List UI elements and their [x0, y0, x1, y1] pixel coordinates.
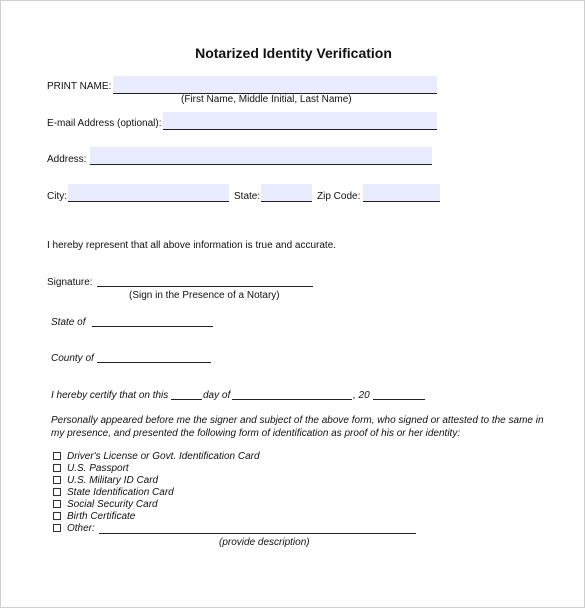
- zip-label: Zip Code:: [317, 191, 361, 202]
- option-drivers-license: Driver's License or Govt. Identification Card: [67, 451, 260, 462]
- signature-label: Signature:: [47, 277, 93, 288]
- option-other: Other:: [67, 523, 95, 534]
- print-name-caption: (First Name, Middle Initial, Last Name): [181, 94, 352, 105]
- city-field[interactable]: [68, 184, 229, 202]
- city-label: City:: [47, 191, 67, 202]
- option-social-security: Social Security Card: [67, 499, 158, 510]
- zip-field[interactable]: [363, 184, 440, 202]
- checkbox-military-id[interactable]: [53, 476, 61, 484]
- certify-year-label: , 20: [353, 390, 370, 401]
- signature-caption: (Sign in the Presence of a Notary): [129, 290, 280, 301]
- option-passport: U.S. Passport: [67, 463, 129, 474]
- certify-prefix: I hereby certify that on this: [51, 390, 169, 401]
- print-name-label: PRINT NAME:: [47, 81, 112, 92]
- checkbox-passport[interactable]: [53, 464, 61, 472]
- email-label: E-mail Address (optional):: [47, 118, 162, 129]
- accuracy-statement: I hereby represent that all above information is true and accurate.: [47, 240, 337, 251]
- state-label: State:: [234, 191, 261, 202]
- state-field[interactable]: [261, 184, 312, 202]
- other-description-line[interactable]: [99, 533, 416, 534]
- checkbox-birth-certificate[interactable]: [53, 512, 61, 520]
- certify-day-of: day of: [203, 390, 231, 401]
- option-state-id: State Identification Card: [67, 487, 174, 498]
- address-field[interactable]: [90, 147, 432, 165]
- address-label: Address:: [47, 154, 87, 165]
- certify-day-line[interactable]: [171, 399, 202, 400]
- other-caption: (provide description): [219, 537, 310, 548]
- checkbox-state-id[interactable]: [53, 488, 61, 496]
- print-name-field[interactable]: [113, 76, 437, 94]
- county-of-label: County of: [51, 353, 94, 364]
- option-birth-certificate: Birth Certificate: [67, 511, 136, 522]
- personally-appeared-text: Personally appeared before me the signer and subject of the above form, who signed or attested to the same in my presence, and presented the following form of identification as proof of his or her identity:: [51, 415, 544, 439]
- state-of-label: State of: [51, 317, 86, 328]
- checkbox-drivers-license[interactable]: [53, 452, 61, 460]
- certify-month-line[interactable]: [232, 399, 352, 400]
- form-title: Notarized Identity Verification: [195, 45, 392, 61]
- county-of-line[interactable]: [97, 362, 211, 363]
- option-military-id: U.S. Military ID Card: [67, 475, 159, 486]
- state-of-line[interactable]: [92, 326, 213, 327]
- signature-line[interactable]: [97, 286, 313, 287]
- checkbox-other[interactable]: [53, 524, 61, 532]
- checkbox-social-security[interactable]: [53, 500, 61, 508]
- email-field[interactable]: [163, 112, 437, 130]
- certify-year-line[interactable]: [373, 399, 425, 400]
